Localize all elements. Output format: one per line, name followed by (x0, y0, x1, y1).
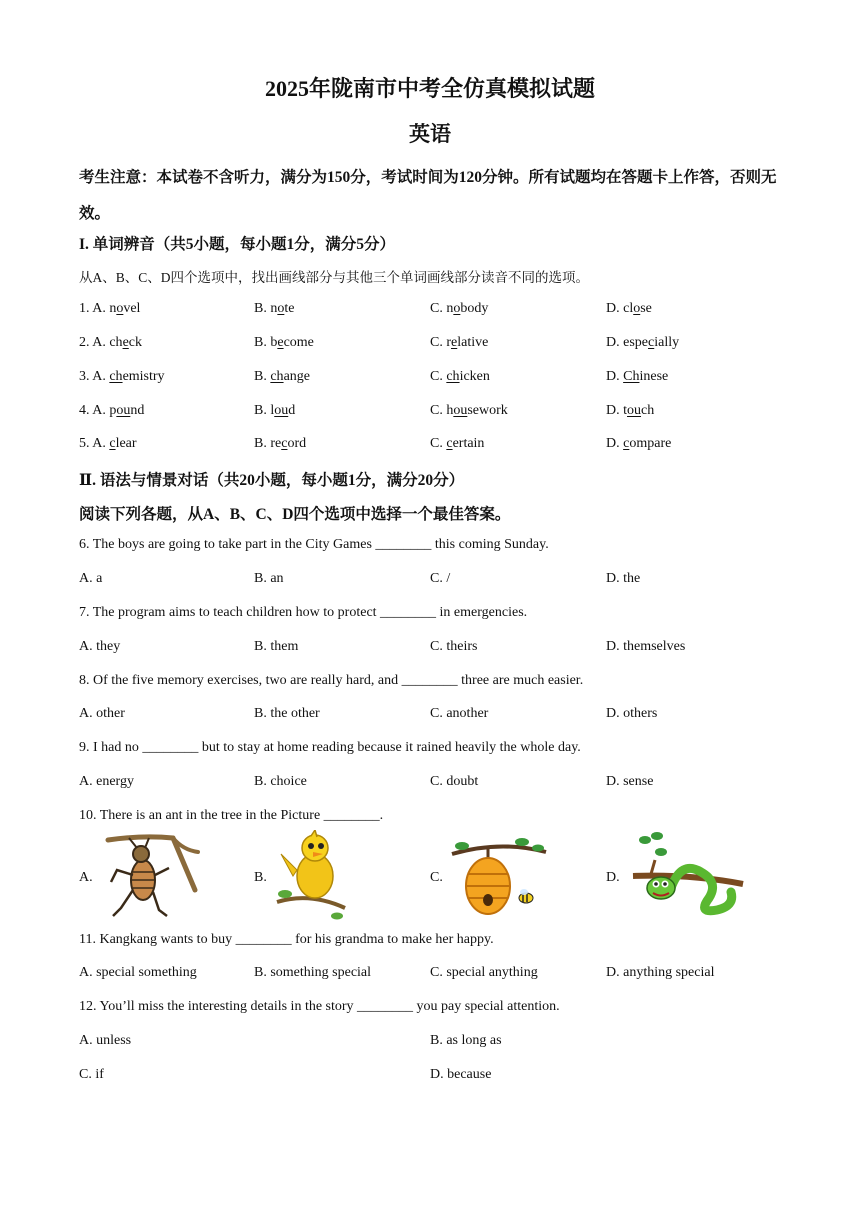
section2-instruction: 阅读下列各题，从A、B、C、D四个选项中选择一个最佳答案。 (79, 506, 511, 523)
section1-heading: I. 单词辨音（共5小题，每小题1分，满分5分） (79, 236, 396, 253)
option-c[interactable]: C. special anything (430, 965, 538, 980)
option-b[interactable] (254, 436, 306, 452)
underlined-letters: e (122, 335, 129, 350)
underlined-letters: e (277, 335, 284, 350)
option-a[interactable]: A. other (79, 706, 125, 721)
option-label: B. (254, 436, 271, 451)
underlined-letters: ou (274, 403, 289, 418)
exam-title: 2025年陇南市中考全仿真模拟试题 (264, 76, 595, 101)
word-question-4 (79, 403, 799, 423)
option-a[interactable]: A. energy (79, 774, 134, 789)
option-d[interactable] (606, 301, 652, 317)
option-a[interactable] (79, 436, 137, 452)
option-b[interactable] (254, 301, 294, 317)
word-suffix: ord (287, 436, 307, 451)
word-suffix: icken (459, 369, 490, 384)
option-d[interactable]: D. the (606, 571, 641, 586)
option-label: 4. A. (79, 403, 110, 418)
word-prefix: n (446, 301, 454, 316)
underlined-letters: c (109, 436, 116, 451)
option-c[interactable] (430, 335, 488, 351)
underlined-letters: o (633, 301, 641, 316)
question-10-options (79, 830, 799, 925)
option-d[interactable] (606, 436, 671, 452)
word-prefix: ch (109, 335, 123, 350)
question-6: 6. The boys are going to take part in the City Games ________ this coming Sunday. (79, 537, 549, 552)
option-c[interactable] (430, 301, 488, 317)
option-label: D. (606, 335, 624, 350)
word-suffix: ompare (629, 436, 672, 451)
word-suffix: d (288, 403, 296, 418)
option-label: B. (254, 403, 271, 418)
option-a[interactable]: A. a (79, 571, 103, 586)
option-label: C. (430, 301, 447, 316)
option-c[interactable]: C. if (79, 1067, 104, 1082)
underlined-letters: ou (627, 403, 642, 418)
word-suffix: se (640, 301, 652, 316)
word-suffix: ck (128, 335, 142, 350)
word-question-1 (79, 301, 799, 321)
word-suffix: sework (467, 403, 508, 418)
option-b[interactable]: B. them (254, 639, 299, 654)
word-suffix: vel (123, 301, 141, 316)
option-a[interactable]: A. (79, 870, 93, 885)
option-label: 3. A. (79, 369, 110, 384)
word-suffix: te (284, 301, 295, 316)
question-9: 9. I had no ________ but to stay at home reading because it rained heavily the whole day. (79, 740, 581, 755)
word-prefix: p (109, 403, 117, 418)
option-label: D. (606, 436, 624, 451)
underlined-letters: c (446, 436, 453, 451)
exam-notice: 考生注意：本试卷不含听力，满分为150分，考试时间为120分钟。所有试题均在答题卡上作答，否则无效。 (79, 169, 777, 222)
option-c[interactable] (430, 403, 508, 419)
option-b[interactable]: B. the other (254, 706, 320, 721)
underlined-letters: o (277, 301, 285, 316)
option-d[interactable] (606, 403, 654, 419)
option-a[interactable]: A. they (79, 639, 121, 654)
option-label: C. (430, 403, 447, 418)
option-d[interactable]: D. sense (606, 774, 654, 789)
option-d[interactable]: D. anything special (606, 965, 715, 980)
option-label: C. (430, 369, 447, 384)
word-suffix: body (460, 301, 489, 316)
option-a[interactable] (79, 335, 142, 351)
bird-on-branch-picture[interactable] (275, 830, 350, 920)
option-label: D. (606, 403, 624, 418)
word-prefix: b (270, 335, 278, 350)
question-8: 8. Of the five memory exercises, two are really hard, and ________ three are much easier. (79, 673, 584, 688)
option-a[interactable] (79, 369, 165, 385)
word-prefix: t (623, 403, 628, 418)
underlined-letters: o (453, 301, 461, 316)
underlined-letters: ou (116, 403, 131, 418)
option-c[interactable] (430, 369, 490, 385)
underlined-letters: ch (270, 369, 284, 384)
question-9-options (79, 774, 799, 794)
option-d[interactable]: D. themselves (606, 639, 686, 654)
option-d[interactable] (606, 369, 668, 385)
option-c[interactable]: C. theirs (430, 639, 478, 654)
option-b[interactable] (254, 369, 310, 385)
option-a[interactable] (79, 301, 140, 317)
underlined-letters: o (116, 301, 124, 316)
word-question-2 (79, 335, 799, 355)
subject-title: 英语 (409, 122, 451, 146)
option-d[interactable]: D. (606, 870, 620, 885)
question-12-options-row1 (79, 1033, 799, 1053)
beehive-on-branch-picture[interactable] (450, 830, 550, 920)
option-a[interactable]: A. special something (79, 965, 197, 980)
word-suffix: ch (641, 403, 655, 418)
option-label: B. (254, 301, 271, 316)
section2-heading: Ⅱ. 语法与情景对话（共20小题，每小题1分，满分20分） (79, 472, 465, 489)
word-prefix: h (446, 403, 454, 418)
snake-on-branch-picture[interactable] (631, 830, 746, 920)
option-c[interactable]: C. another (430, 706, 489, 721)
option-label: 5. A. (79, 436, 110, 451)
option-c[interactable]: C. (430, 870, 443, 885)
question-11-options (79, 965, 799, 985)
option-d[interactable]: D. others (606, 706, 658, 721)
option-c[interactable] (430, 436, 484, 452)
word-question-3 (79, 369, 799, 389)
underlined-letters: ch (109, 369, 123, 384)
option-c[interactable]: C. / (430, 571, 451, 586)
word-suffix: lative (457, 335, 489, 350)
option-label: 1. A. (79, 301, 110, 316)
question-6-options (79, 571, 799, 591)
word-prefix: l (270, 403, 275, 418)
option-b[interactable]: B. an (254, 571, 284, 586)
option-a[interactable] (79, 403, 144, 419)
word-suffix: inese (639, 369, 669, 384)
word-suffix: emistry (122, 369, 165, 384)
underlined-letters: c (281, 436, 288, 451)
underlined-letters: Ch (623, 369, 640, 384)
word-suffix: ertain (452, 436, 485, 451)
word-suffix: ange (283, 369, 310, 384)
option-label: 2. A. (79, 335, 110, 350)
option-label: D. (606, 301, 624, 316)
question-12-options-row2 (79, 1067, 799, 1087)
word-suffix: lear (115, 436, 137, 451)
option-b[interactable]: B. choice (254, 774, 307, 789)
question-10: 10. There is an ant in the tree in the Picture ________. (79, 808, 384, 823)
word-question-5 (79, 436, 799, 456)
option-b[interactable] (254, 335, 314, 351)
option-b[interactable]: B. something special (254, 965, 372, 980)
word-prefix: re (270, 436, 282, 451)
underlined-letters: c (648, 335, 655, 350)
option-b[interactable]: B. (254, 870, 267, 885)
option-label: B. (254, 369, 271, 384)
option-label: D. (606, 369, 624, 384)
word-suffix: nd (130, 403, 145, 418)
word-prefix: r (446, 335, 452, 350)
underlined-letters: e (451, 335, 458, 350)
word-suffix: come (283, 335, 314, 350)
question-8-options (79, 706, 799, 726)
underlined-letters: ch (446, 369, 460, 384)
word-prefix: cl (623, 301, 634, 316)
option-d[interactable] (606, 335, 679, 351)
option-b[interactable] (254, 403, 295, 419)
option-d[interactable]: D. because (430, 1067, 492, 1082)
question-7: 7. The program aims to teach children how to protect ________ in emergencies. (79, 605, 528, 620)
question-11: 11. Kangkang wants to buy ________ for his grandma to make her happy. (79, 932, 494, 947)
question-12: 12. You’ll miss the interesting details in the story ________ you pay special attention. (79, 999, 560, 1014)
word-prefix: n (270, 301, 278, 316)
question-7-options (79, 639, 799, 659)
option-c[interactable]: C. doubt (430, 774, 479, 789)
option-label: C. (430, 436, 447, 451)
option-label: B. (254, 335, 271, 350)
option-b[interactable]: B. as long as (430, 1033, 502, 1048)
ant-on-branch-picture[interactable] (103, 830, 203, 920)
underlined-letters: ou (453, 403, 468, 418)
option-a[interactable]: A. unless (79, 1033, 132, 1048)
underlined-letters: c (623, 436, 630, 451)
option-label: C. (430, 335, 447, 350)
word-prefix: espe (623, 335, 649, 350)
word-suffix: ially (654, 335, 680, 350)
section1-instruction: 从A、B、C、D四个选项中，找出画线部分与其他三个单词画线部分读音不同的选项。 (79, 270, 590, 285)
word-prefix: n (109, 301, 117, 316)
